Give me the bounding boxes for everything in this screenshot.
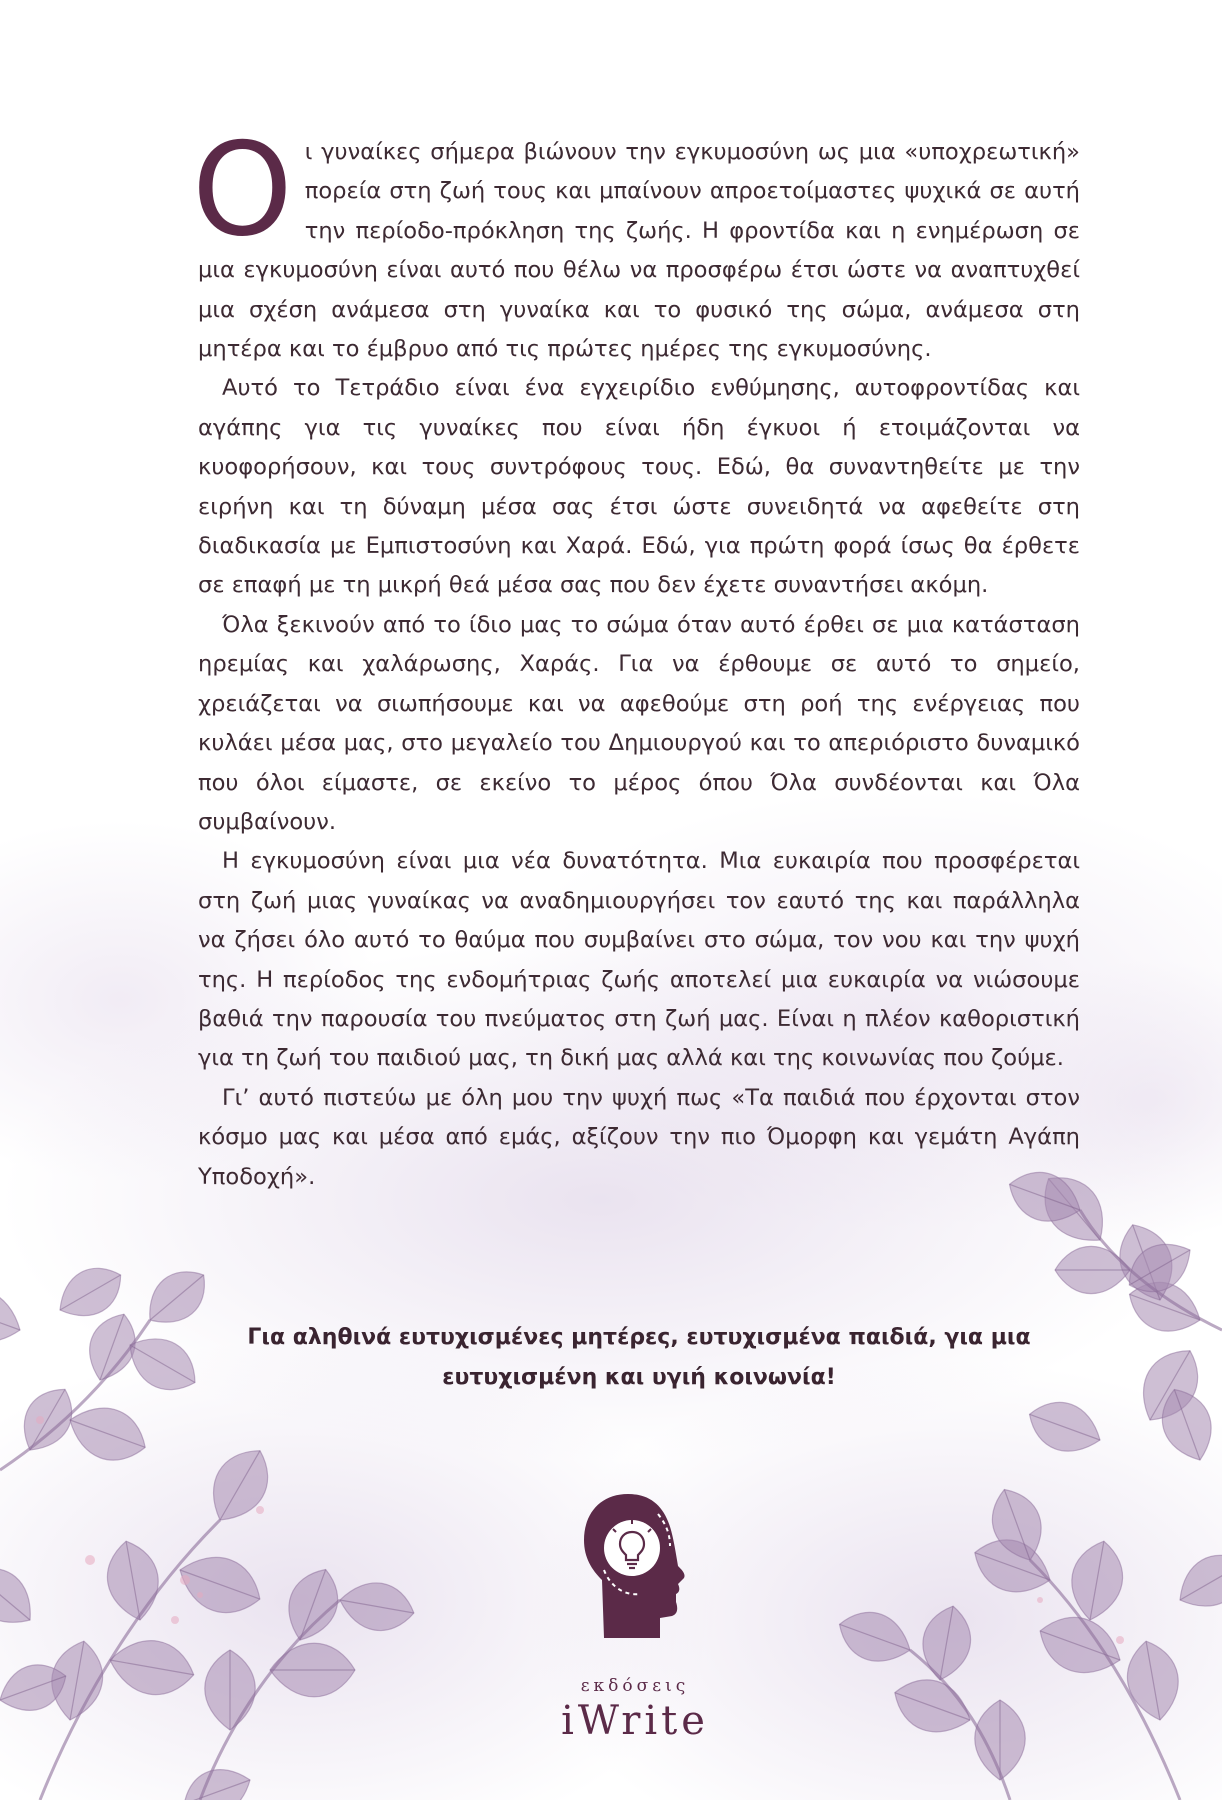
publisher-label: εκδόσεις [580,1676,690,1696]
body-text [192,116,1080,1197]
publisher-name: iWrite [561,1698,709,1744]
paragraph-3: Όλα ξεκινούν από το ίδιο μας το σώμα όταν αυτό έρθει σε μια κατάσταση ηρεμίας και χαλάρωσης, Χαράς. Για να έρθουμε σε αυτό το σημείο, χρειάζεται να σιωπήσουμε και να αφεθούμε στη ροή της ενέργειας που κυλάει μέσα μας, στο μεγαλείο του Δημιουργού και το απεριόριστο δυναμικό που όλοι είμαστε, σε εκείνο το μέρος όπου Όλα συνδέονται και Όλα συμβαίνουν. [198,611,1080,835]
closing-line-2: ευτυχισμένη και υγιή κοινωνία! [442,1365,836,1390]
closing-statement [198,1318,1080,1398]
paragraph-4: Η εγκυμοσύνη είναι μια νέα δυνατότητα. Μια ευκαιρία που προσφέρεται στη ζωή μιας γυναίκας να αναδημιουργήσει τον εαυτό της και παράλληλα να ζήσει όλο αυτό το θαύμα που συμβαίνει στο σώμα, τον νου και την ψυχή της. Η περίοδος της ενδομήτριας ζωής αποτελεί μια ευκαιρία να νιώσουμε βαθιά την παρουσία του πνεύματος στη ζωή μας. Είναι η πλέον καθοριστική για τη ζωή του παιδιού μας, τη δική μας αλλά και της κοινωνίας που ζούμε. [198,848,1080,1072]
paragraph-1-text: ι γυναίκες σήμερα βιώνουν την εγκυμοσύνη ως μια «υποχρεωτική» πορεία στη ζωή τους και μπαίνουν απροετοίμαστες ψυχικά σε αυτή την περίοδο-πρόκληση της ζωής. Η φροντίδα και η ενημέρωση σε μια εγκυμοσύνη είναι αυτό που θέλω να προσφέρω έτσι ώστε να αναπτυχθεί μια σχέση ανάμεσα στη γυναίκα και το φυσικό της σώμα, ανάμεσα στη μητέρα και το έμβρυο από τις πρώτες ημέρες της εγκυμοσύνης. [198,139,1080,363]
drop-cap: Ο [192,116,293,265]
head-lightbulb-icon [580,1490,686,1638]
paragraph-2: Αυτό το Τετράδιο είναι ένα εγχειρίδιο ενθύμησης, αυτοφροντίδας και αγάπης για τις γυναίκες που είναι ήδη έγκυοι ή ετοιμάζονται να κυοφορήσουν, και τους συντρόφους τους. Εδώ, θα συναντηθείτε με την ειρήνη και τη δύναμη μέσα σας έτσι ώστε συνειδητά να αφεθείτε στη διαδικασία με Εμπιστοσύνη και Χαρά. Εδώ, για πρώτη φορά ίσως θα έρθετε σε επαφή με τη μικρή θεά μέσα σας που δεν έχετε συναντήσει ακόμη. [198,375,1080,599]
closing-line-1: Για αληθινά ευτυχισμένες μητέρες, ευτυχισμένα παιδιά, για μια [247,1325,1031,1350]
publisher-logo [560,1490,710,1744]
paragraph-1 [192,116,1080,369]
paragraph-5: Γι’ αυτό πιστεύω με όλη μου την ψυχή πως «Τα παιδιά που έρχονται στον κόσμο μας και μέσα από εμάς, αξίζουν την πιο Όμορφη και γεμάτη Αγάπη Υποδοχή». [198,1084,1080,1190]
